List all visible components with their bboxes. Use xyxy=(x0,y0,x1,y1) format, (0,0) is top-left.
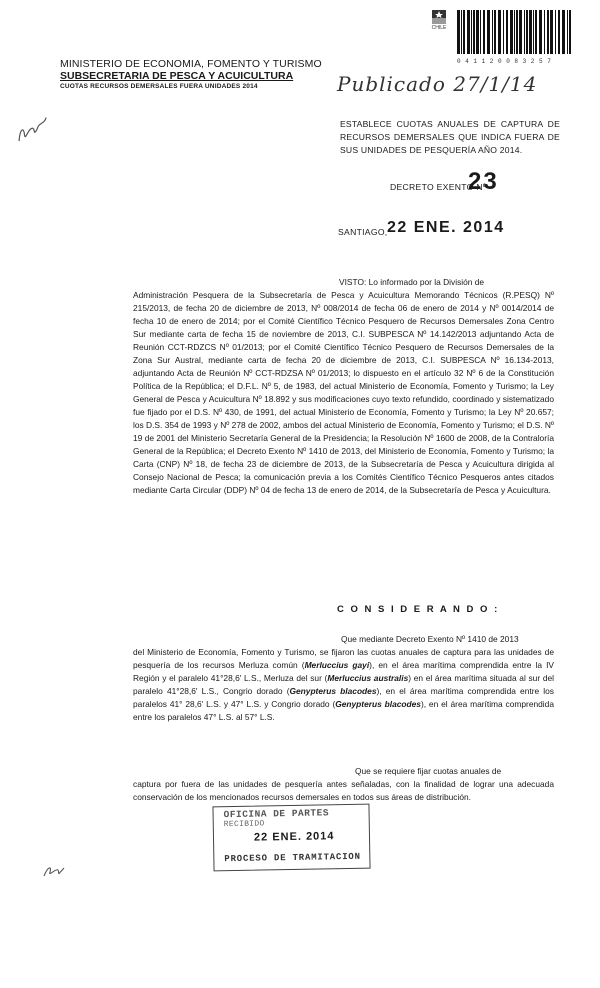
barcode-bar xyxy=(510,10,513,54)
barcode-bar xyxy=(487,10,490,54)
barcode-bar xyxy=(567,10,568,54)
subsecretaria-title: SUBSECRETARIA DE PESCA Y ACUICULTURA xyxy=(60,70,294,82)
barcode-bar xyxy=(535,10,537,54)
stamp-office: OFICINA DE PARTES xyxy=(223,807,330,821)
handwritten-initials-bottom xyxy=(42,862,68,884)
considerando-heading: C O N S I D E R A N D O : xyxy=(337,604,500,615)
division-subtitle: CUOTAS RECURSOS DEMERSALES FUERA UNIDADES 2014 xyxy=(60,83,258,90)
barcode-bar xyxy=(503,10,504,54)
decree-date: 22 ENE. 2014 xyxy=(387,219,505,236)
barcode-bar xyxy=(506,10,508,54)
barcode-bar xyxy=(547,10,549,54)
c2-body: captura por fuera de las unidades de pesquería antes señaladas, con la finalidad de lograr una adecuada conservación de los mencionados recursos demersales en todos sus áreas de distribución. xyxy=(133,779,554,802)
barcode-bar xyxy=(555,10,556,54)
document-barcode xyxy=(455,6,573,56)
ministry-title: MINISTERIO DE ECONOMIA, FOMENTO Y TURISMO xyxy=(60,58,322,70)
barcode-bar xyxy=(516,10,518,54)
place-label: SANTIAGO, xyxy=(338,227,388,237)
barcode-number: 0 4 1 1 2 0 0 8 3 2 5 7 xyxy=(457,58,552,65)
stamp-date: 22 ENE. 2014 xyxy=(253,830,335,844)
barcode-bar xyxy=(526,10,528,54)
barcode-bar xyxy=(539,10,542,54)
barcode-bar xyxy=(519,10,522,54)
visto-paragraph xyxy=(133,276,554,497)
barcode-bar xyxy=(558,10,560,54)
species-genypterus-blacodes-2: Genypterus blacodes xyxy=(335,699,421,709)
c1-text-c: ) en el área marítima situada al sur del paralelo 41°28,6' L.S., Congrio dorado ( xyxy=(133,673,554,696)
barcode-bar xyxy=(550,10,553,54)
barcode-bar xyxy=(463,10,465,54)
decree-label: DECRETO EXENTO Nº xyxy=(390,182,487,192)
c2-lead: Que se requiere fijar cuotas anuales de xyxy=(355,766,502,776)
c1-text-a: del Ministerio de Economía, Fomento y Turismo, se fijaron las cuotas anuales de captura para las unidades de pesquería de los recursos Merluza común ( xyxy=(133,647,554,670)
barcode-bar xyxy=(457,10,460,54)
barcode-bar xyxy=(562,10,565,54)
reception-stamp xyxy=(212,804,370,872)
barcode-bar xyxy=(461,10,462,54)
c1-lead: Que mediante Decreto Exento Nº 1410 de 2013 xyxy=(341,634,519,644)
barcode-bar xyxy=(483,10,485,54)
barcode-bar xyxy=(514,10,515,54)
barcode-bar xyxy=(494,10,496,54)
barcode-bar xyxy=(480,10,481,54)
barcode-bar xyxy=(529,10,532,54)
species-merluccius-gayi: Merluccius gayi xyxy=(304,660,370,670)
stamp-received: RECIBIDO xyxy=(223,819,265,830)
decree-number: 23 xyxy=(468,168,499,195)
c1-text-d: ), en el área marítima comprendida entre los paralelos 41° 28,6' L.S. y 47° L.S. y Congrio dorado ( xyxy=(133,686,554,709)
barcode-bar xyxy=(569,10,571,54)
barcode-bar xyxy=(476,10,479,54)
barcode-bar xyxy=(473,10,475,54)
government-seal-icon xyxy=(428,8,450,30)
decree-summary: ESTABLECE CUOTAS ANUALES DE CAPTURA DE RECURSOS DEMERSALES QUE INDICA FUERA DE SUS UNIDADES DE PESQUERÍA AÑO 2014. xyxy=(340,119,560,155)
barcode-bar xyxy=(533,10,534,54)
visto-lead: VISTO: Lo informado por la División de xyxy=(339,277,485,287)
barcode-bar xyxy=(524,10,525,54)
svg-text:CHILE: CHILE xyxy=(431,25,447,30)
species-merluccius-australis: Merluccius australis xyxy=(327,673,409,683)
considerando-paragraph-1 xyxy=(133,633,554,724)
visto-body: Administración Pesquera de la Subsecretaría de Pesca y Acuicultura Memorando Técnicos (R.PESQ) Nº 215/2013, de fecha 20 de diciembre de 2013, Nº 008/2014 de fecha 06 de enero de 2014 y Nº 0014/2014 de fecha 10 de enero de 2014; por el Comité Científico Técnico Pesquero de Recursos Demersales Zona Centro Sur mediante carta de fecha 15 de noviembre de 2013, C.I. SUBPESCA Nº 14.142/2013 adjuntando Acta de Reunión CCT-RDZCS Nº 01/2013; por el Comité Científico Técnico Pesquero de Recursos Demersales de la Zona Sur Austral, mediante carta de fecha 20 de diciembre de 2013, C.I. SUBPESCA Nº 16.134-2013, adjuntando Acta de Reunión Nº CCT-RDZSA Nº 01/2013; lo dispuesto en el artículo 32 Nº 6 de la Constitución Política de la República; el D.F.L. Nº 5, de 1983, del actual Ministerio de Economía, Fomento y Turismo; la Ley General de Pesca y Acuicultura Nº 18.892 y sus modificaciones cuyo texto refundido, coordinado y sistematizado fue fijado por el D.S. Nº 430, de 1991, del actual Ministerio de Economía, Fomento y Turismo; la Ley Nº 20.657; los D.S. 354 de 1993 y Nº 278 de 2002, ambos del actual Ministerio de Economía, Fomento y Turismo; el D.S. Nº 19 de 2001 del Ministerio Secretaría General de la Presidencia; la Resolución Nº 1600 de 2008, de la Contraloría General de la República; el Decreto Exento Nº 1410 de 2013, del Ministerio de Economía, Fomento y Turismo; la Carta (CNP) Nº 18, de fecha 23 de diciembre de 2013, de la Subsecretaría de Pesca y Acuicultura dirigida al Consejo Nacional de Pesca; la comunicación previa a los Comités Científico Técnico Pesqueros antes citados mediante Carta Circular (DDP) Nº 04 de fecha 13 de enero de 2014, de la Subsecretaría de Pesca y Acuicultura. xyxy=(133,290,554,495)
barcode-bar xyxy=(498,10,501,54)
stamp-process: PROCESO DE TRAMITACION xyxy=(224,851,361,865)
handwritten-initials-top xyxy=(11,113,58,152)
barcode-bar xyxy=(471,10,472,54)
considerando-paragraph-2 xyxy=(133,765,554,804)
barcode-bar xyxy=(492,10,493,54)
c1-text-b: ), en el área marítima comprendida entre la IV Región y el paralelo 41°28,6' L.S., Merluza del sur ( xyxy=(133,660,554,683)
c1-text-e: ), en el área marítima comprendida entre los paralelos 47° L.S. al 57° L.S. xyxy=(133,699,554,722)
handwritten-publication-note: Publicado 27/1/14 xyxy=(337,72,538,96)
species-genypterus-blacodes-1: Genypterus blacodes xyxy=(289,686,377,696)
barcode-bar xyxy=(544,10,545,54)
barcode-bar xyxy=(467,10,470,54)
